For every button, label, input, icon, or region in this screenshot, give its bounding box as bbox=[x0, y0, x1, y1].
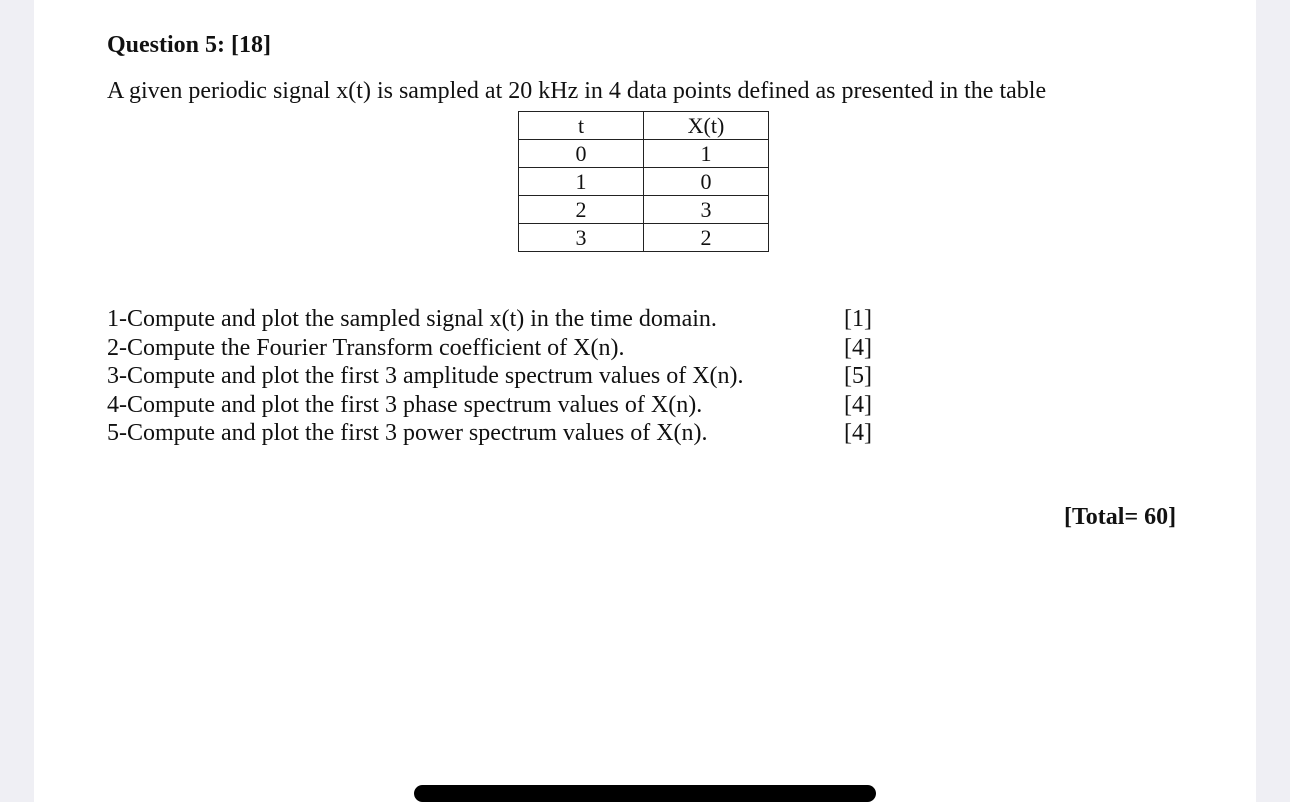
table-cell: 1 bbox=[644, 140, 769, 168]
column-header-t: t bbox=[519, 112, 644, 140]
table-cell: 1 bbox=[519, 168, 644, 196]
task-item bbox=[107, 334, 887, 363]
total-marks: [Total= 60] bbox=[1064, 504, 1177, 530]
task-item bbox=[107, 362, 887, 391]
home-indicator-bar[interactable] bbox=[414, 785, 876, 802]
task-marks: [4] bbox=[844, 334, 872, 361]
table-cell: 3 bbox=[519, 224, 644, 252]
task-text: 1-Compute and plot the sampled signal x(t) in the time domain. bbox=[107, 306, 717, 332]
task-text: 3-Compute and plot the first 3 amplitude spectrum values of X(n). bbox=[107, 363, 744, 389]
question-intro: A given periodic signal x(t) is sampled at 20 kHz in 4 data points defined as presented in the table bbox=[107, 78, 1047, 104]
table-row bbox=[519, 224, 769, 252]
task-marks: [4] bbox=[844, 391, 872, 418]
task-marks: [5] bbox=[844, 363, 872, 389]
table-row bbox=[519, 140, 769, 168]
task-item bbox=[107, 391, 887, 420]
column-header-xt: X(t) bbox=[644, 112, 769, 140]
table-row bbox=[519, 196, 769, 224]
table-cell: 2 bbox=[519, 196, 644, 224]
task-text: 4-Compute and plot the first 3 phase spectrum values of X(n). bbox=[107, 391, 703, 418]
table-cell: 0 bbox=[644, 168, 769, 196]
table-cell: 2 bbox=[644, 224, 769, 252]
task-marks: [1] bbox=[844, 306, 872, 332]
task-text: 2-Compute the Fourier Transform coefficient of X(n). bbox=[107, 334, 625, 361]
question-title: Question 5: [18] bbox=[107, 32, 271, 58]
task-list bbox=[107, 305, 887, 448]
task-text: 5-Compute and plot the first 3 power spectrum values of X(n). bbox=[107, 420, 708, 446]
task-marks: [4] bbox=[844, 420, 872, 446]
table-cell: 3 bbox=[644, 196, 769, 224]
table-row bbox=[519, 168, 769, 196]
table-header-row bbox=[519, 112, 769, 140]
data-table bbox=[518, 111, 769, 252]
task-item bbox=[107, 419, 887, 448]
table-cell: 0 bbox=[519, 140, 644, 168]
task-item bbox=[107, 305, 887, 334]
